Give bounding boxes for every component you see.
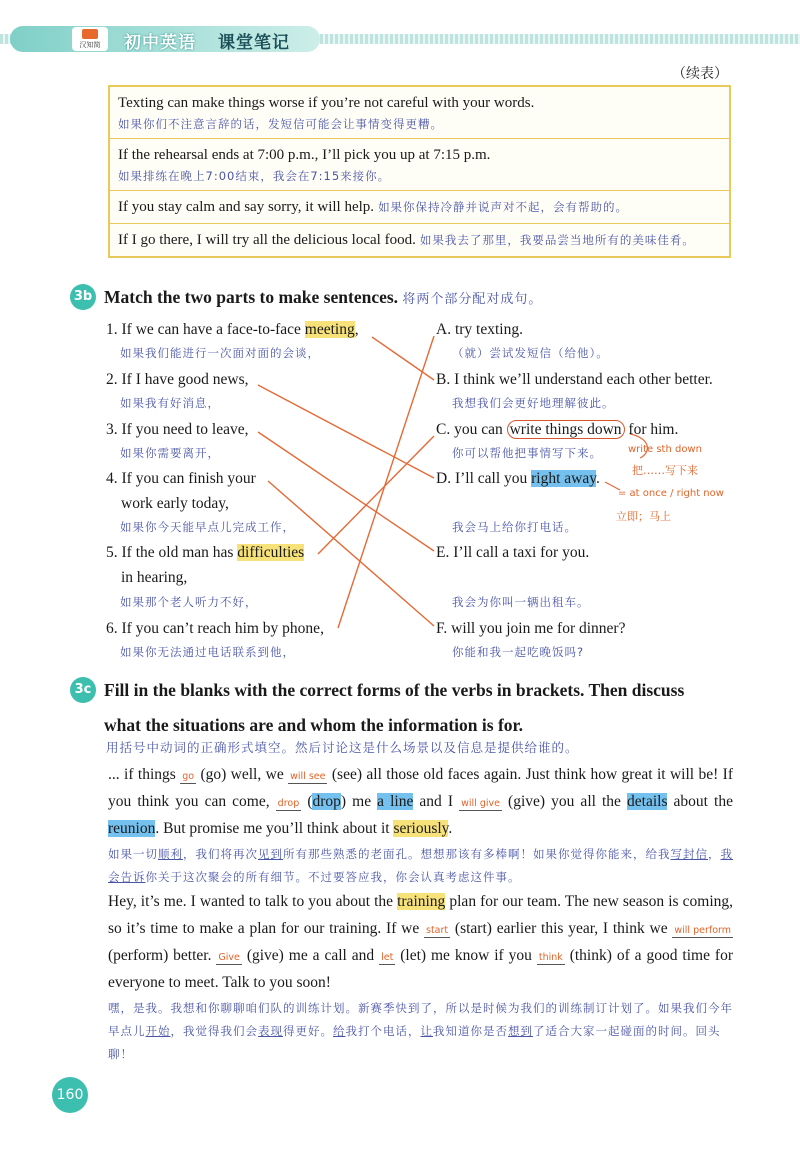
section-badge-3b: 3b (70, 284, 96, 310)
text-span: (give) me a call and (241, 947, 380, 964)
section-3c-title-cn: 用括号中动词的正确形式填空。然后讨论这是什么场景以及信息是提供给谁的。 (106, 740, 579, 755)
text-span: 顺利 (158, 847, 183, 861)
left-item-2: 2. If I have good news, (106, 371, 249, 388)
match-line-2-d (258, 385, 434, 478)
answer-blank: drop (277, 798, 300, 809)
row-english: If you stay calm and say sorry, it will help. (118, 199, 375, 215)
text-span: (start) earlier this year, I think we (450, 920, 673, 937)
answer-blank: will perform (674, 925, 731, 936)
text-span: and I (413, 793, 460, 810)
left-item-4: 4. If you can finish your (106, 470, 256, 487)
text-span: ，我们将再次 (183, 847, 258, 861)
row-english: If the rehearsal ends at 7:00 p.m., I’ll pick you up at 7:15 p.m. (118, 147, 491, 163)
section-badge-3c: 3c (70, 677, 96, 703)
text-span: ( (301, 793, 313, 810)
right-item-c-cn: 你可以帮他把事情写下来。 (452, 446, 602, 460)
left-item-3-cn: 如果你需要离开， (120, 446, 220, 460)
text-span: seriously (393, 820, 449, 837)
left-item-2-cn: 如果我有好消息， (120, 396, 220, 410)
left-item-5-line2: in hearing, (121, 569, 188, 586)
text-span: 我打个电话， (345, 1024, 421, 1038)
text-span: (think) of a good time for everyone to meet. Talk to you soon! (108, 947, 733, 991)
right-item-d-cn: 我会马上给你打电话。 (452, 520, 577, 534)
text-span: . (448, 820, 453, 837)
book-title: 初中英语 (124, 33, 196, 53)
text-span: D. I’ll call you (436, 470, 532, 487)
text-span: 我知道你是否 (433, 1024, 508, 1038)
text-span: 想到 (508, 1024, 533, 1038)
left-item-1 (106, 320, 359, 340)
text-span: (see) all those old faces again. Just think how great it will be! If you think you can come, (108, 766, 733, 810)
row-chinese: 如果我去了那里，我要品尝当地所有的美味佳肴。 (419, 233, 695, 247)
title-en: Match the two parts to make sentences. (104, 287, 399, 307)
text-span: 开始 (145, 1024, 171, 1038)
left-item-6-cn: 如果你无法通过电话联系到他， (120, 645, 295, 659)
logo-text: 汉知简 (79, 41, 101, 49)
text-span: C. you can (436, 421, 507, 438)
book-subtitle: 课堂笔记 (218, 33, 290, 53)
section-3c-title-line2: what the situations are and whom the information is for. (104, 715, 524, 735)
text-span: 得更好。 (283, 1024, 333, 1038)
text-span: difficulties (237, 544, 305, 561)
text-span: ， (708, 847, 721, 861)
paragraph-1 (108, 761, 733, 842)
text-span: 让 (420, 1024, 433, 1038)
text-span: 我会告诉 (108, 847, 733, 884)
text-span: about the (667, 793, 733, 810)
text-span: ，我觉得我们会 (170, 1024, 258, 1038)
paragraph-1-cn (108, 843, 733, 889)
row-chinese: 如果你保持冷静并说声对不起，会有帮助的。 (378, 200, 629, 214)
text-span: 如果一切 (108, 847, 158, 861)
text-span: Hey, it’s me. I wanted to talk to you about the (108, 893, 398, 910)
section-3c-title-line1: Fill in the blanks with the correct forms of the verbs in brackets. Then discuss (104, 680, 685, 700)
right-item-d (436, 469, 600, 489)
answer-blank: Give (218, 952, 240, 963)
text-span: plan for our team. The new season is coming, so it’s time to make a plan for our training. If we (108, 893, 733, 937)
continued-label: （续表） (672, 66, 728, 82)
right-item-e: E. I’ll call a taxi for you. (436, 544, 590, 561)
text-span: 给 (333, 1024, 346, 1038)
row-english: Texting can make things worse if you’re not careful with your words. (118, 95, 535, 111)
right-item-e-cn: 我会为你叫一辆出租车。 (452, 595, 590, 609)
text-span: (go) well, we (196, 766, 289, 783)
text-span: right away (531, 470, 596, 487)
left-item-3: 3. If you need to leave, (106, 421, 249, 438)
match-line-5-c (318, 436, 434, 554)
text-span: ) me (340, 793, 378, 810)
right-item-a-cn: （就）尝试发短信（给他）。 (452, 346, 609, 360)
text-span: 嘿，是我。我想和你聊聊咱们队的训练计划。新赛季快到了，所以是时候为我们的训练制订计划了。如果我们今年早点儿 (108, 1001, 733, 1038)
paragraph-2-cn (108, 997, 733, 1066)
text-span: for him. (624, 421, 679, 438)
note-at-once: = at once / right now (618, 488, 724, 499)
match-line-1-b (372, 337, 434, 380)
text-span: . But promise me you’ll think about it (155, 820, 394, 837)
text-span: 表现 (258, 1024, 283, 1038)
text-span: (give) you all the (501, 793, 628, 810)
left-item-5-cn: 如果那个老人听力不好， (120, 595, 258, 609)
text-span: (let) me know if you (395, 947, 537, 964)
text-span: training (397, 893, 446, 910)
left-item-4-cn: 如果你今天能早点儿完成工作， (120, 520, 295, 534)
answer-blank: start (426, 925, 449, 936)
note-write-sth-down-cn: 把……写下来 (632, 464, 698, 477)
left-item-6: 6. If you can’t reach him by phone, (106, 620, 324, 637)
text-span: (perform) better. (108, 947, 217, 964)
right-item-b: B. I think we’ll understand each other better. (436, 371, 713, 388)
row-chinese: 如果你们不注意言辞的话，发短信可能会让事情变得更糟。 (118, 117, 443, 131)
text-span: reunion (108, 820, 156, 837)
text-span: 所有那些熟悉的老面孔。想想那该有多棒啊！如果你觉得你能来，给我 (283, 847, 671, 861)
text-span: meeting (304, 321, 355, 338)
answer-blank: will see (290, 771, 326, 782)
text-span: , (354, 321, 359, 338)
page-number: 160 (52, 1077, 88, 1113)
right-item-f-cn: 你能和我一起吃晚饭吗? (452, 645, 585, 659)
right-item-b-cn: 我想我们会更好地理解彼此。 (452, 396, 615, 410)
note-write-sth-down: write sth down (628, 444, 702, 455)
text-span: details (627, 793, 668, 810)
row-chinese: 如果排练在晚上7:00结束，我会在7:15来接你。 (118, 169, 391, 183)
left-item-4-line2: work early today, (121, 495, 229, 512)
answer-blank: will give (461, 798, 500, 809)
text-span: 了适合大家一起碰面的时间。回头聊！ (108, 1024, 721, 1061)
right-item-c (436, 420, 678, 440)
text-span: 写封信 (670, 847, 708, 861)
text-span: 你关于这次聚会的所有细节。不过要答应我，你会认真考虑这件事。 (145, 870, 521, 884)
text-span: write things down (507, 420, 625, 439)
title-cn: 将两个部分配对成句。 (402, 292, 543, 307)
text-span: 5. If the old man has (106, 544, 238, 561)
answer-blank: go (182, 771, 195, 782)
answer-blank: think (538, 952, 563, 963)
text-span: ... if things (108, 766, 181, 783)
right-item-f: F. will you join me for dinner? (436, 620, 626, 637)
answer-blank: let (381, 952, 394, 963)
left-item-1-cn: 如果我们能进行一次面对面的会谈， (120, 346, 320, 360)
text-span: 见到 (258, 847, 283, 861)
row-english: If I go there, I will try all the delicious local food. (118, 232, 416, 248)
left-item-5 (106, 543, 304, 563)
text-span: drop (312, 793, 341, 810)
text-span: . (596, 470, 600, 487)
note-at-once-cn: 立即；马上 (616, 510, 671, 523)
paragraph-2 (108, 888, 733, 996)
text-span: 1. If we can have a face-to-face (106, 321, 305, 338)
text-span: a line (377, 793, 414, 810)
right-item-a: A. try texting. (436, 321, 523, 338)
